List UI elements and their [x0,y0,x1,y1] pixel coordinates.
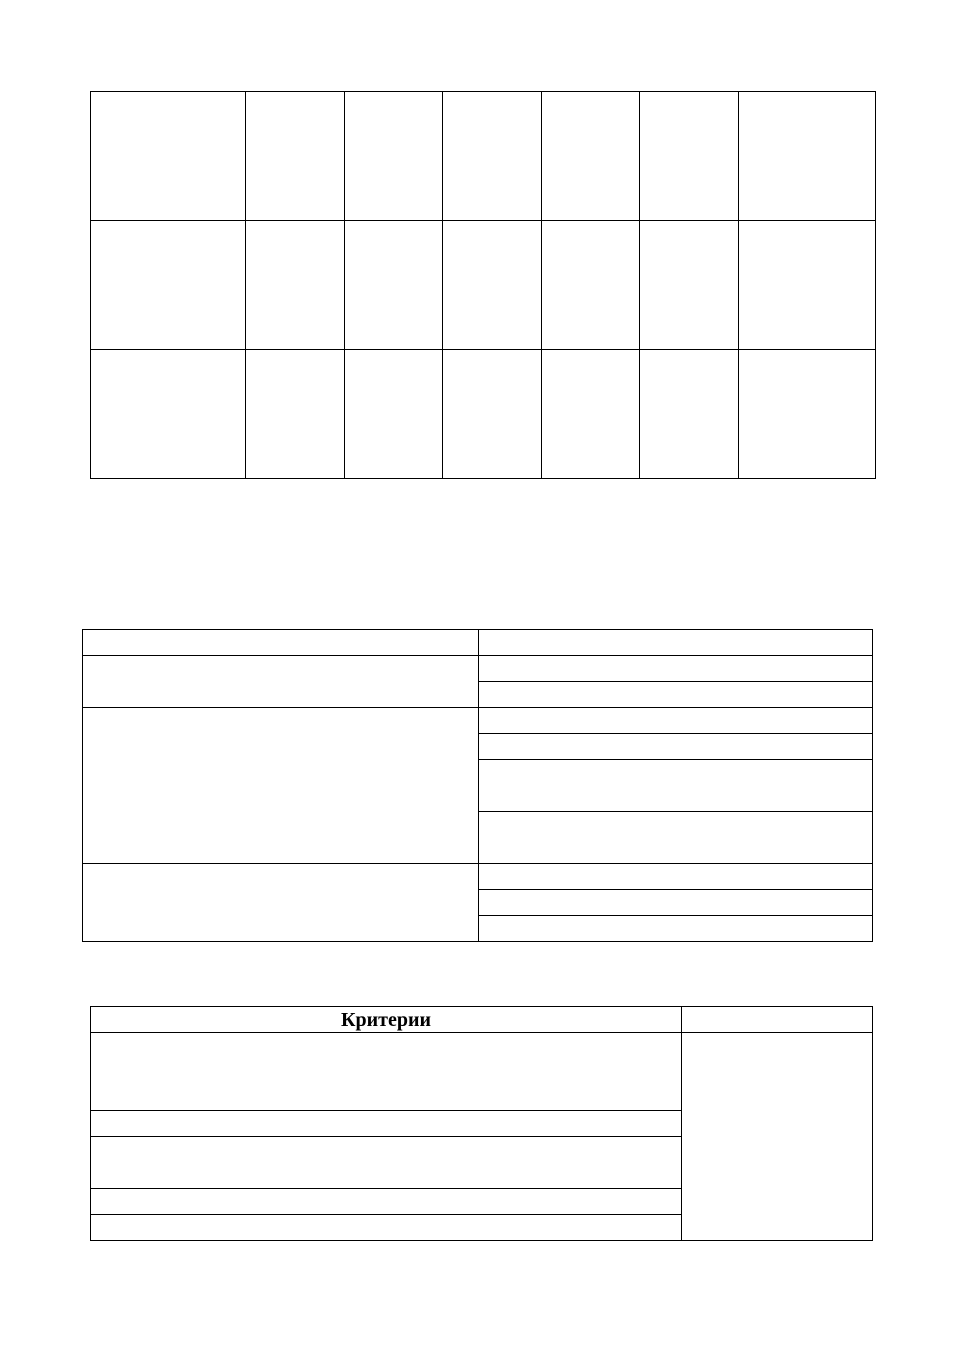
table-cell [443,221,542,350]
table-row [91,350,876,479]
table-row [83,864,873,890]
table-cell [91,92,246,221]
table-cell [345,221,443,350]
table-cell [443,92,542,221]
table-cell [91,350,246,479]
criteria-group-table [82,629,873,942]
table-cell [682,1033,873,1241]
table-row [91,1033,873,1111]
table-cell [479,656,873,682]
table-cell [91,1111,682,1137]
table-cell [246,221,345,350]
table-cell [542,92,640,221]
table-cell [443,350,542,479]
table-cell [739,92,876,221]
table-cell [246,92,345,221]
table-cell [345,92,443,221]
table-cell [83,864,479,942]
table-cell [479,708,873,734]
table-cell [91,1189,682,1215]
table-cell [479,864,873,890]
grid-table [90,91,876,479]
table-cell [479,890,873,916]
table-header-row [91,1007,873,1033]
table-cell [479,630,873,656]
table-cell [739,350,876,479]
table-cell [542,350,640,479]
table-cell [83,708,479,864]
table-cell [83,656,479,708]
table-cell [91,1215,682,1241]
table-cell [83,630,479,656]
table-cell [640,92,739,221]
table-cell [91,1137,682,1189]
criteria-table [90,1006,873,1241]
table-row [91,221,876,350]
table-row [83,708,873,734]
table-row [83,656,873,682]
table-cell [479,916,873,942]
table-cell [91,1033,682,1111]
table-cell [542,221,640,350]
table-row [91,92,876,221]
table-cell [345,350,443,479]
table-cell [91,221,246,350]
table-cell [479,812,873,864]
criteria-header: Критерии [91,1007,682,1033]
table-cell [246,350,345,479]
table-cell [640,221,739,350]
table-cell [479,760,873,812]
table-cell [682,1007,873,1033]
table-row [83,630,873,656]
table-cell [479,734,873,760]
table-cell [640,350,739,479]
table-cell [479,682,873,708]
table-cell [739,221,876,350]
